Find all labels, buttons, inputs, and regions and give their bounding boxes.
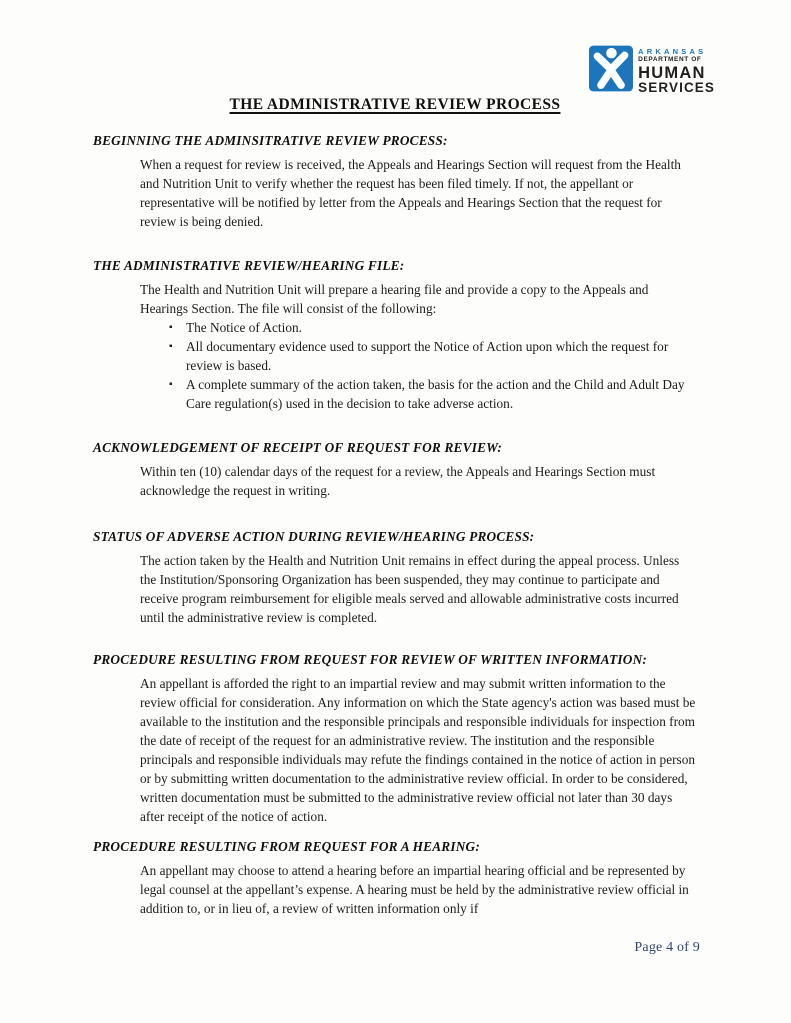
dhs-logo — [589, 45, 715, 95]
section-paragraph: An appellant may choose to attend a hearing before an impartial hearing official and be represented by legal counsel at the appellant’s expense. A hearing must be held by the administrative review official in addition to, or in lieu of, a review of written information only if — [140, 863, 689, 916]
section-heading: PROCEDURE RESULTING FROM REQUEST FOR A HEARING: — [93, 839, 480, 854]
bullet-item: ▪ All documentary evidence used to support the Notice of Action upon which the request for review is based. — [186, 337, 697, 375]
section-paragraph: An appellant is afforded the right to an impartial review and may submit written information to the review official for consideration. Any information on which the State agency's action was based must be available to the institution and the responsible principals and responsible individuals for inspection from the date of receipt of the request for an administrative review. The institution and the responsible principals and responsible individuals may refute the findings contained in the notice of action in person or by submitting written documentation to the administrative review official. In order to be considered, written documentation must be submitted to the administrative review official not later than 30 days after receipt of the notice of action. — [140, 676, 696, 824]
section-heading: THE ADMINISTRATIVE REVIEW/HEARING FILE: — [93, 258, 405, 273]
page-title: THE ADMINISTRATIVE REVIEW PROCESS — [229, 96, 561, 113]
logo-services-label: SERVICES — [638, 80, 715, 95]
logo-human-label: HUMAN — [638, 64, 706, 82]
section-paragraph: The Health and Nutrition Unit will prepare a hearing file and provide a copy to the Appeals and Hearings Section. The file will consist of the following: — [140, 282, 649, 316]
section-heading: PROCEDURE RESULTING FROM REQUEST FOR REVIEW OF WRITTEN INFORMATION: — [93, 652, 648, 667]
section-paragraph: The action taken by the Health and Nutrition Unit remains in effect during the appeal process. Unless the Institution/Sponsoring Organization has been suspended, they may continue to participate and receive program reimbursement for eligible meals served and allowable administrative costs incurred until the administrative review is completed. — [140, 553, 680, 625]
logo-department-label: DEPARTMENT OF — [638, 56, 702, 63]
bullet-item: ▪ The Notice of Action. — [186, 318, 697, 337]
bullet-list — [186, 318, 697, 413]
section-heading: ACKNOWLEDGEMENT OF RECEIPT OF REQUEST FOR REVIEW: — [93, 440, 503, 455]
section-review-hearing-file — [93, 257, 697, 413]
dhs-logo-text — [638, 45, 715, 95]
section-procedure-written-information — [93, 651, 697, 826]
page-number: Page 4 of 9 — [634, 940, 700, 955]
section-paragraph: When a request for review is received, the Appeals and Hearings Section will request from the Health and Nutrition Unit to verify whether the request has been filed timely. If not, the appellant or representative will be notified by letter from the Appeals and Hearings Section that the request for review is being denied. — [140, 157, 681, 229]
section-acknowledgement — [93, 439, 697, 500]
section-heading: STATUS OF ADVERSE ACTION DURING REVIEW/HEARING PROCESS: — [93, 529, 535, 544]
bullet-item: ▪ A complete summary of the action taken, the basis for the action and the Child and Adult Day Care regulation(s) used in the decision to take adverse action. — [186, 375, 697, 413]
section-procedure-hearing — [93, 838, 697, 918]
section-heading: BEGINNING THE ADMINSITRATIVE REVIEW PROCESS: — [93, 133, 448, 148]
section-paragraph: Within ten (10) calendar days of the request for a review, the Appeals and Hearings Section must acknowledge the request in writing. — [140, 464, 656, 498]
human-figure-icon — [589, 45, 633, 92]
section-status-adverse-action — [93, 528, 697, 627]
section-beginning-review — [93, 132, 697, 231]
logo-arkansas-label: ARKANSAS — [638, 47, 707, 56]
